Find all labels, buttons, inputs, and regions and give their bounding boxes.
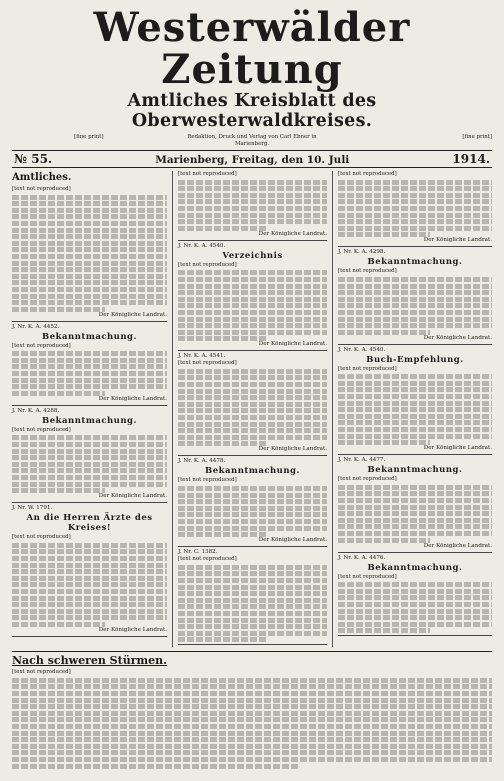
text-line bbox=[338, 180, 492, 185]
text-line bbox=[178, 415, 327, 420]
text-line bbox=[338, 582, 492, 587]
notice-signature: Der Königliche Landrat. bbox=[98, 311, 167, 318]
notice-signature: Der Königliche Landrat. bbox=[423, 334, 492, 341]
text-line bbox=[12, 274, 167, 279]
text-line bbox=[338, 589, 492, 594]
notice-divider bbox=[178, 546, 327, 547]
text-line bbox=[338, 524, 492, 529]
text-lines bbox=[338, 374, 492, 445]
text-line bbox=[338, 511, 492, 516]
serial-body: [text not reproduced] bbox=[12, 669, 71, 676]
text-line bbox=[178, 213, 327, 218]
text-line bbox=[338, 622, 492, 627]
issue-date: Marienberg, Freitag, den 10. Juli bbox=[155, 154, 350, 166]
text-line bbox=[12, 698, 492, 703]
text-line bbox=[178, 284, 327, 289]
masthead-meta bbox=[12, 134, 492, 147]
notice-divider bbox=[338, 552, 492, 553]
text-line bbox=[338, 277, 492, 282]
text-line bbox=[178, 604, 327, 609]
text-line bbox=[178, 389, 327, 394]
text-line bbox=[12, 691, 492, 696]
text-line bbox=[12, 678, 492, 683]
notice-reference: J. Nr. W. 1791. bbox=[12, 505, 53, 512]
text-line bbox=[12, 254, 167, 259]
column-1 bbox=[12, 171, 172, 647]
serial-story bbox=[12, 654, 492, 768]
text-line bbox=[178, 206, 327, 211]
text-line bbox=[12, 549, 167, 554]
text-line bbox=[12, 358, 167, 363]
text-lines bbox=[338, 582, 492, 633]
text-line bbox=[338, 518, 492, 523]
text-line bbox=[338, 628, 430, 633]
text-line bbox=[338, 323, 492, 328]
text-lines bbox=[12, 435, 167, 493]
text-line bbox=[178, 375, 327, 380]
text-line bbox=[178, 631, 327, 636]
text-line bbox=[12, 609, 167, 614]
text-lines bbox=[178, 369, 327, 447]
text-line bbox=[338, 219, 492, 224]
text-line bbox=[12, 731, 492, 736]
notice-reference: J. Nr. C. 1382. bbox=[178, 549, 218, 556]
text-line bbox=[338, 434, 492, 439]
text-line bbox=[338, 284, 492, 289]
text-line bbox=[178, 618, 327, 623]
notice-body: [text not reproduced] bbox=[178, 477, 237, 484]
text-line bbox=[338, 186, 492, 191]
notice-signature: Der Königliche Landrat. bbox=[423, 445, 492, 452]
text-line bbox=[338, 232, 430, 237]
notice-body: [text not reproduced] bbox=[12, 426, 71, 433]
text-line bbox=[12, 351, 167, 356]
text-line bbox=[338, 330, 430, 335]
text-line bbox=[12, 468, 167, 473]
text-line bbox=[178, 193, 327, 198]
text-line bbox=[338, 427, 492, 432]
notice-reference: J. Nr. K. A. 4452. bbox=[12, 323, 60, 330]
text-line bbox=[178, 519, 327, 524]
official-notices bbox=[12, 171, 492, 647]
text-line bbox=[12, 247, 167, 252]
notice-reference: J. Nr. K. A. 4540. bbox=[178, 242, 226, 249]
text-line bbox=[178, 330, 327, 335]
text-line bbox=[338, 491, 492, 496]
text-line bbox=[12, 442, 167, 447]
notice-reference: J. Nr. K. A. 4288. bbox=[12, 407, 60, 414]
text-line bbox=[12, 378, 167, 383]
text-line bbox=[12, 488, 105, 493]
text-line bbox=[338, 440, 430, 445]
notice-body: [text not reproduced] bbox=[338, 573, 397, 580]
text-line bbox=[178, 402, 327, 407]
text-line bbox=[12, 267, 167, 272]
serial-title: Nach schweren Stürmen. bbox=[12, 654, 167, 668]
notice-body: [text not reproduced] bbox=[338, 476, 397, 483]
text-line bbox=[178, 441, 267, 446]
text-line bbox=[12, 744, 492, 749]
notice-signature: Der Königliche Landrat. bbox=[98, 395, 167, 402]
text-line bbox=[178, 180, 327, 185]
notice-signature: Der Königliche Landrat. bbox=[258, 537, 327, 544]
section-title: Amtliches. bbox=[12, 172, 72, 183]
text-line bbox=[178, 578, 327, 583]
text-line bbox=[12, 724, 492, 729]
text-line bbox=[12, 615, 167, 620]
issue-year: 1914. bbox=[452, 152, 490, 166]
text-line bbox=[178, 571, 327, 576]
dateline bbox=[12, 150, 492, 168]
publisher-info: Redaktion, Druck und Verlag von Carl Ebner in Marienberg. bbox=[187, 134, 317, 147]
notice-reference: J. Nr. K. A. 4478. bbox=[178, 458, 226, 465]
notice-heading: Buch-Empfehlung. bbox=[366, 354, 464, 365]
text-line bbox=[12, 195, 167, 200]
text-line bbox=[338, 317, 492, 322]
notice-heading: Bekanntmachung. bbox=[42, 331, 137, 342]
subscription-info: [fine print] bbox=[74, 134, 104, 140]
text-lines bbox=[178, 180, 327, 231]
masthead bbox=[12, 4, 492, 168]
text-line bbox=[12, 384, 167, 389]
text-line bbox=[178, 270, 327, 275]
text-line bbox=[12, 435, 167, 440]
text-line bbox=[12, 371, 167, 376]
text-line bbox=[178, 277, 327, 282]
text-line bbox=[12, 589, 167, 594]
text-line bbox=[178, 408, 327, 413]
text-line bbox=[178, 422, 327, 427]
text-line bbox=[178, 310, 327, 315]
text-line bbox=[178, 219, 327, 224]
text-line bbox=[338, 615, 492, 620]
text-line bbox=[12, 596, 167, 601]
text-lines bbox=[178, 486, 327, 537]
advertising-info: [fine print] bbox=[462, 134, 492, 140]
notice-body: [text not reproduced] bbox=[12, 342, 71, 349]
text-line bbox=[178, 382, 327, 387]
section-divider bbox=[12, 651, 492, 652]
text-line bbox=[178, 199, 327, 204]
notice-divider bbox=[12, 636, 167, 637]
notice-divider bbox=[178, 455, 327, 456]
notice-signature: Der Königliche Landrat. bbox=[258, 341, 327, 348]
text-line bbox=[12, 214, 167, 219]
text-line bbox=[12, 684, 492, 689]
notice-body: [text not reproduced] bbox=[178, 261, 237, 268]
notice-divider bbox=[338, 454, 492, 455]
text-line bbox=[178, 611, 327, 616]
text-line bbox=[12, 737, 492, 742]
text-line bbox=[12, 307, 105, 312]
text-line bbox=[338, 609, 492, 614]
text-line bbox=[12, 576, 167, 581]
notice-heading: Bekanntmachung. bbox=[367, 257, 463, 268]
text-line bbox=[12, 261, 167, 266]
notice-reference: J. Nr. K. A. 4540. bbox=[338, 346, 386, 353]
notice-divider bbox=[12, 321, 167, 322]
notice-heading: Bekanntmachung. bbox=[42, 415, 137, 426]
column-2 bbox=[172, 171, 332, 647]
text-line bbox=[12, 300, 167, 305]
text-line bbox=[338, 498, 492, 503]
text-line bbox=[178, 598, 327, 603]
text-line bbox=[178, 493, 327, 498]
notice-reference: J. Nr. K. A. 4476. bbox=[338, 554, 386, 561]
notice-signature: Der Königliche Landrat. bbox=[258, 230, 327, 237]
notice-divider bbox=[338, 344, 492, 345]
notice-body: [text not reproduced] bbox=[12, 534, 71, 541]
text-line bbox=[338, 414, 492, 419]
text-line bbox=[338, 538, 430, 543]
text-line bbox=[178, 435, 327, 440]
text-line bbox=[178, 323, 327, 328]
text-line bbox=[338, 213, 492, 218]
text-line bbox=[338, 531, 492, 536]
notice-signature: Der Königliche Landrat. bbox=[258, 446, 327, 453]
text-line bbox=[12, 602, 167, 607]
text-line bbox=[12, 711, 492, 716]
notice-divider bbox=[12, 405, 167, 406]
text-line bbox=[338, 407, 492, 412]
text-line bbox=[178, 226, 267, 231]
text-line bbox=[12, 764, 300, 769]
text-line bbox=[338, 290, 492, 295]
text-line bbox=[12, 234, 167, 239]
notice-reference: J. Nr. K. A. 4298. bbox=[338, 249, 386, 256]
text-line bbox=[12, 717, 492, 722]
text-line bbox=[12, 462, 167, 467]
notice-signature: Der Königliche Landrat. bbox=[423, 542, 492, 549]
text-line bbox=[178, 585, 327, 590]
text-line bbox=[178, 486, 327, 491]
text-line bbox=[178, 428, 327, 433]
text-line bbox=[338, 485, 492, 490]
text-lines bbox=[338, 485, 492, 543]
text-line bbox=[338, 394, 492, 399]
text-line bbox=[338, 206, 492, 211]
text-line bbox=[178, 506, 327, 511]
notice-divider bbox=[178, 240, 327, 241]
text-line bbox=[338, 199, 492, 204]
notice-body: [text not reproduced] bbox=[178, 360, 237, 367]
text-line bbox=[12, 757, 492, 762]
notice-heading: An die Herren Ärzte des Kreises! bbox=[26, 513, 153, 534]
text-line bbox=[12, 449, 167, 454]
text-line bbox=[178, 624, 327, 629]
text-line bbox=[178, 637, 267, 642]
text-line bbox=[12, 294, 167, 299]
text-line bbox=[12, 221, 167, 226]
text-line bbox=[338, 374, 492, 379]
text-line bbox=[12, 475, 167, 480]
text-line bbox=[12, 622, 105, 627]
text-lines bbox=[338, 277, 492, 335]
text-line bbox=[178, 395, 327, 400]
notice-divider bbox=[12, 502, 167, 503]
text-line bbox=[178, 317, 327, 322]
text-line bbox=[12, 750, 492, 755]
text-lines bbox=[12, 351, 167, 396]
text-line bbox=[178, 526, 327, 531]
notice-heading: Bekanntmachung. bbox=[367, 465, 463, 476]
text-line bbox=[12, 556, 167, 561]
notice-heading: Bekanntmachung. bbox=[367, 562, 463, 573]
notice-body: [text not reproduced] bbox=[178, 556, 237, 563]
text-line bbox=[12, 482, 167, 487]
notice-body: [text not reproduced] bbox=[338, 365, 397, 372]
text-line bbox=[178, 297, 327, 302]
text-line bbox=[12, 241, 167, 246]
text-line bbox=[338, 226, 492, 231]
text-line bbox=[338, 505, 492, 510]
newspaper-subtitle: Amtliches Kreisblatt des Oberwesterwaldkreises. bbox=[127, 91, 377, 131]
text-line bbox=[338, 401, 492, 406]
newspaper-title: Westerwälder Zeitung bbox=[93, 4, 411, 93]
text-line bbox=[178, 499, 327, 504]
notice-signature: Der Königliche Landrat. bbox=[98, 493, 167, 500]
notice-reference: J. Nr. K. A. 4541. bbox=[178, 353, 226, 360]
issue-number: № 55. bbox=[14, 152, 53, 166]
text-line bbox=[12, 287, 167, 292]
text-lines bbox=[12, 543, 167, 627]
notice-body: [text not reproduced] bbox=[338, 268, 397, 275]
text-line bbox=[338, 602, 492, 607]
notice-divider bbox=[178, 644, 327, 645]
text-line bbox=[12, 391, 105, 396]
text-line bbox=[178, 336, 267, 341]
text-line bbox=[178, 591, 327, 596]
text-line bbox=[12, 201, 167, 206]
text-lines bbox=[12, 195, 167, 312]
text-line bbox=[338, 310, 492, 315]
text-lines bbox=[12, 678, 492, 769]
notice-divider bbox=[338, 246, 492, 247]
notice-divider bbox=[338, 635, 492, 636]
notice-body: [text not reproduced] bbox=[12, 186, 71, 192]
text-line bbox=[178, 512, 327, 517]
text-lines bbox=[178, 565, 327, 643]
notice-reference: J. Nr. K. A. 4477. bbox=[338, 457, 386, 464]
text-lines bbox=[178, 270, 327, 341]
notice-body: [text not reproduced] bbox=[338, 171, 397, 177]
text-lines bbox=[338, 180, 492, 238]
text-line bbox=[338, 193, 492, 198]
text-line bbox=[12, 228, 167, 233]
text-line bbox=[338, 381, 492, 386]
column-3 bbox=[332, 171, 492, 647]
text-line bbox=[12, 455, 167, 460]
notice-signature: Der Königliche Landrat. bbox=[423, 237, 492, 244]
text-line bbox=[12, 704, 492, 709]
text-line bbox=[178, 565, 327, 570]
notice-heading: Bekanntmachung. bbox=[205, 466, 300, 477]
notice-heading: Verzeichnis bbox=[222, 250, 283, 261]
text-line bbox=[178, 369, 327, 374]
text-line bbox=[178, 186, 327, 191]
text-line bbox=[338, 303, 492, 308]
text-line bbox=[12, 563, 167, 568]
text-line bbox=[178, 532, 267, 537]
text-line bbox=[12, 569, 167, 574]
text-line bbox=[338, 595, 492, 600]
text-line bbox=[178, 303, 327, 308]
text-line bbox=[12, 364, 167, 369]
text-line bbox=[12, 582, 167, 587]
text-line bbox=[12, 543, 167, 548]
notice-body: [text not reproduced] bbox=[178, 171, 237, 177]
notice-signature: Der Königliche Landrat. bbox=[98, 626, 167, 633]
serial-text-block bbox=[12, 678, 492, 769]
text-line bbox=[338, 387, 492, 392]
text-line bbox=[338, 297, 492, 302]
notice-divider bbox=[178, 350, 327, 351]
text-line bbox=[338, 420, 492, 425]
text-line bbox=[12, 208, 167, 213]
text-line bbox=[12, 280, 167, 285]
text-line bbox=[178, 290, 327, 295]
